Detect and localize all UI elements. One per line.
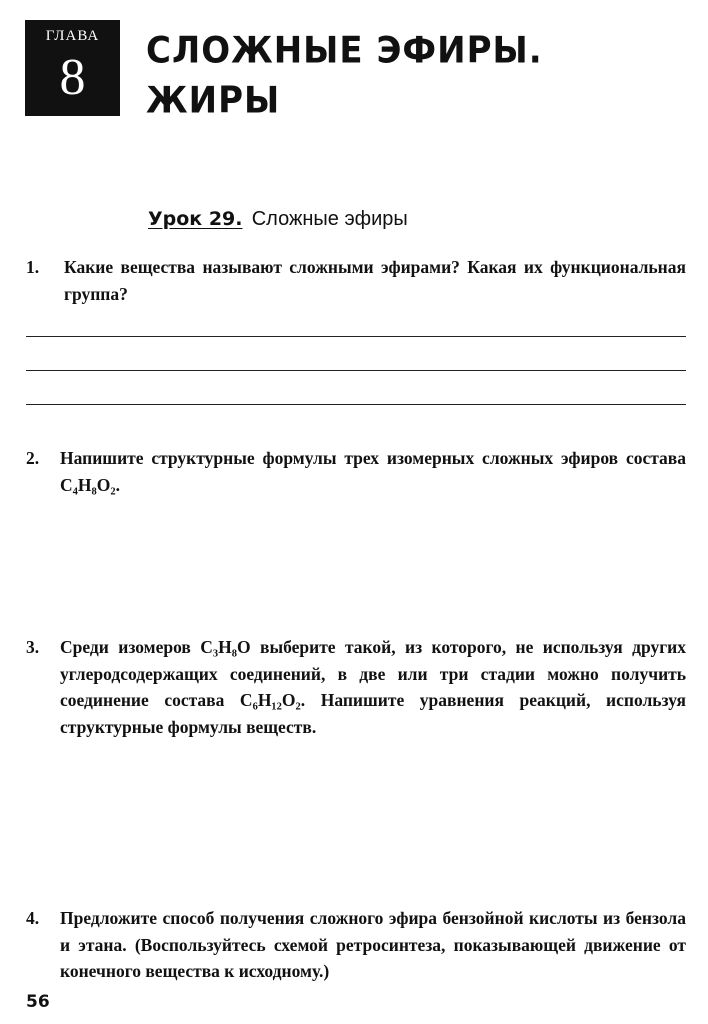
question-number: 4. <box>26 908 40 928</box>
question-number: 3. <box>26 637 40 657</box>
question-text: Среди изомеров C₃H₈O выберите такой, из которого, не используя других углеродсодержащих соединений, в две или три стадии можно получить соединение состава C₆H₁₂O₂. Напишите уравнения реакций, используя структурные формулы веществ. <box>60 637 686 737</box>
answer-line-2[interactable] <box>26 370 686 371</box>
chapter-title <box>146 26 543 125</box>
chapter-title-line-2: ЖИРЫ <box>146 78 281 123</box>
chapter-badge <box>25 20 120 116</box>
question-text: Предложите способ получения сложного эфира бензойной кислоты из бензола и этана. (Воспользуйтесь схемой ретросинтеза, показывающей движение от конечного вещества к исходному.) <box>60 908 686 981</box>
answer-line-1[interactable] <box>26 336 686 337</box>
question-text: Какие вещества называют сложными эфирами? Какая их функциональная группа? <box>64 257 686 304</box>
chapter-title-line-1: СЛОЖНЫЕ ЭФИРЫ. <box>146 29 543 73</box>
question-1 <box>26 254 686 307</box>
question-number: 1. <box>26 257 40 277</box>
question-3 <box>26 634 686 740</box>
lesson-heading <box>148 206 408 231</box>
lesson-number: Урок 29. <box>148 208 243 230</box>
question-4 <box>26 905 686 985</box>
page-number: 56 <box>26 992 50 1012</box>
answer-line-3[interactable] <box>26 404 686 405</box>
chapter-label: ГЛАВА <box>45 28 100 44</box>
lesson-name: Сложные эфиры <box>251 208 408 230</box>
question-2 <box>26 445 686 498</box>
chapter-number: 8 <box>59 49 86 106</box>
question-number: 2. <box>26 448 40 468</box>
question-text: Напишите структурные формулы трех изомерных сложных эфиров состава C₄H₈O₂. <box>60 448 686 495</box>
